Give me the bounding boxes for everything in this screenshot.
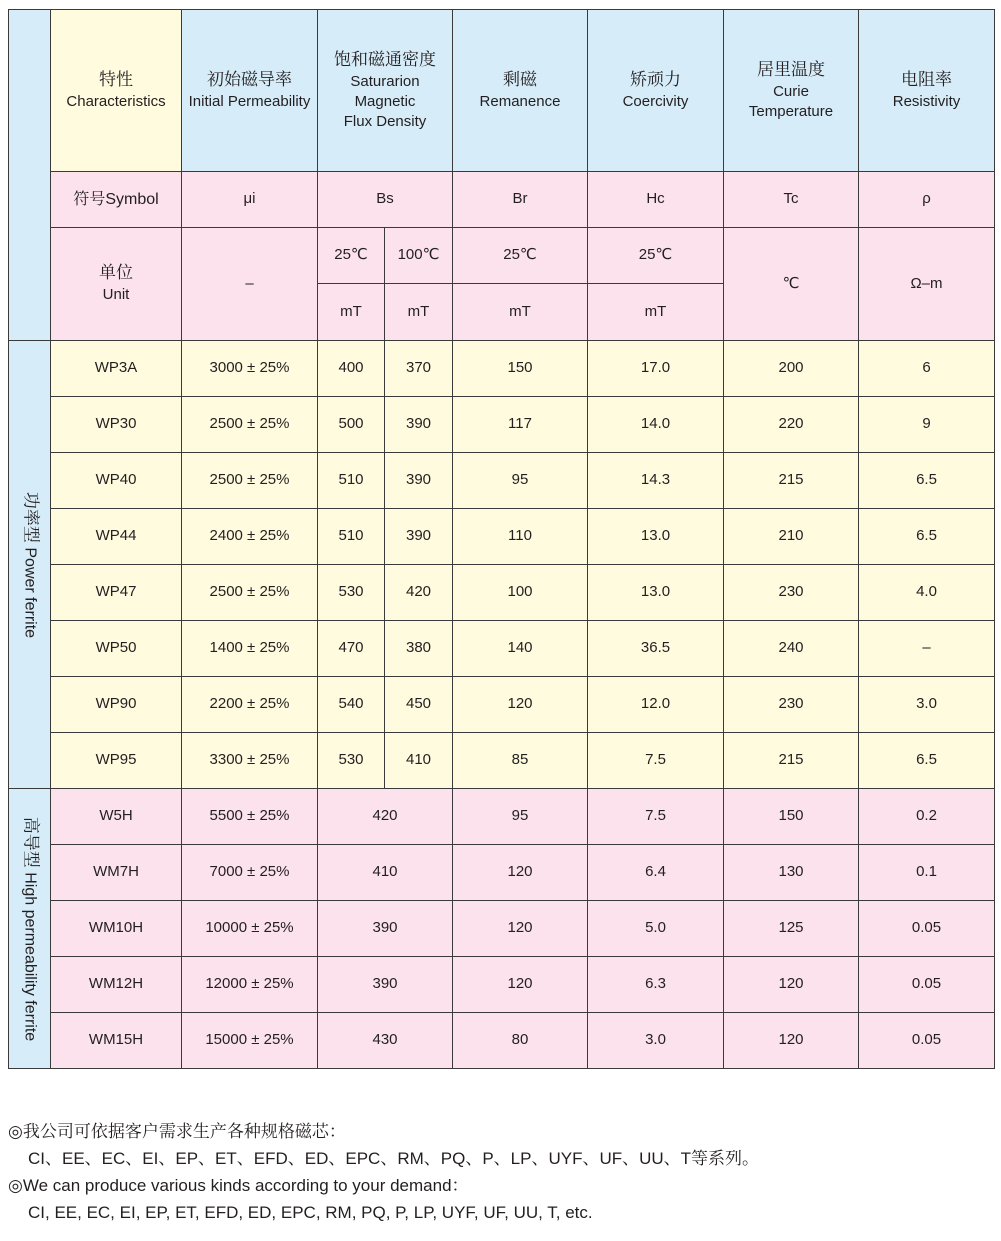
group-label-high-text (18, 816, 41, 1040)
header-coercivity-cn: 矫顽力 (630, 69, 681, 89)
curie-cell: 125 (724, 901, 859, 957)
remanence-cell: 120 (453, 901, 588, 957)
group-label-power-text (18, 491, 41, 637)
header-permeability-en: Initial Permeability (188, 92, 311, 110)
curie-cell: 120 (724, 1013, 859, 1069)
resistivity-cell: 0.1 (859, 845, 995, 901)
group-label-high (9, 789, 51, 1069)
high-perm-row (9, 1013, 995, 1069)
remanence-cell: 117 (453, 397, 588, 453)
bs-100-cell: 370 (385, 341, 453, 397)
symbol-tc: Tc (724, 172, 859, 228)
header-characteristics-en: Characteristics (66, 92, 166, 110)
bs-100-cell: 450 (385, 677, 453, 733)
curie-cell: 215 (724, 453, 859, 509)
grade-cell: WM12H (51, 957, 182, 1013)
coercivity-cell: 3.0 (588, 1013, 724, 1069)
bs-25-cell: 470 (318, 621, 385, 677)
coercivity-cell: 14.0 (588, 397, 724, 453)
unit-hc-temp: 25℃ (588, 228, 724, 284)
note-cn-line1: ◎我公司可依据客户需求生产各种规格磁芯： (8, 1122, 346, 1141)
curie-cell: 220 (724, 397, 859, 453)
coercivity-cell: 6.4 (588, 845, 724, 901)
curie-cell: 230 (724, 565, 859, 621)
symbol-rho: ρ (859, 172, 995, 228)
unit-br-temp: 25℃ (453, 228, 588, 284)
coercivity-cell: 36.5 (588, 621, 724, 677)
header-characteristics (51, 10, 182, 172)
grade-cell: WM7H (51, 845, 182, 901)
remanence-cell: 150 (453, 341, 588, 397)
resistivity-cell: 6 (859, 341, 995, 397)
unit-mu: – (182, 228, 318, 341)
grade-cell: W5H (51, 789, 182, 845)
notes (8, 1118, 759, 1226)
remanence-cell: 95 (453, 789, 588, 845)
grade-cell: WP90 (51, 677, 182, 733)
header-resistivity-cn: 电阻率 (901, 69, 952, 89)
header-row (9, 10, 995, 172)
permeability-cell: 15000 ± 25% (182, 1013, 318, 1069)
symbol-br: Br (453, 172, 588, 228)
permeability-cell: 7000 ± 25% (182, 845, 318, 901)
power-row (9, 677, 995, 733)
curie-cell: 130 (724, 845, 859, 901)
unit-rho: Ω–m (859, 228, 995, 341)
resistivity-cell: 0.05 (859, 957, 995, 1013)
bs-100-cell: 390 (385, 509, 453, 565)
permeability-cell: 2500 ± 25% (182, 397, 318, 453)
note-en-line2: CI, EE, EC, EI, EP, ET, EFD, ED, EPC, RM, PQ, P, LP, UYF, UF, UU, T, etc. (28, 1203, 593, 1222)
bs-25-cell: 510 (318, 509, 385, 565)
power-row (9, 733, 995, 789)
header-saturation-cn: 饱和磁通密度 (334, 49, 436, 69)
permeability-cell: 1400 ± 25% (182, 621, 318, 677)
ferrite-table-wrapper (8, 9, 995, 1069)
header-permeability (182, 10, 318, 172)
remanence-cell: 140 (453, 621, 588, 677)
high-perm-row (9, 789, 995, 845)
grade-cell: WP95 (51, 733, 182, 789)
bs-cell: 430 (318, 1013, 453, 1069)
bs-25-cell: 400 (318, 341, 385, 397)
bs-25-cell: 530 (318, 733, 385, 789)
header-characteristics-cn: 特性 (99, 69, 133, 89)
power-row (9, 397, 995, 453)
coercivity-cell: 17.0 (588, 341, 724, 397)
symbol-mu: μi (182, 172, 318, 228)
remanence-cell: 85 (453, 733, 588, 789)
high-perm-row (9, 845, 995, 901)
grade-cell: WP44 (51, 509, 182, 565)
curie-cell: 150 (724, 789, 859, 845)
power-row (9, 453, 995, 509)
permeability-cell: 5500 ± 25% (182, 789, 318, 845)
coercivity-cell: 7.5 (588, 733, 724, 789)
power-row (9, 565, 995, 621)
permeability-cell: 2500 ± 25% (182, 453, 318, 509)
header-coercivity (588, 10, 724, 172)
header-curie-cn: 居里温度 (757, 59, 825, 79)
header-curie (724, 10, 859, 172)
high-perm-row (9, 957, 995, 1013)
bs-25-cell: 500 (318, 397, 385, 453)
unit-label-cn: 单位 (99, 263, 133, 283)
bs-100-cell: 390 (385, 397, 453, 453)
symbol-row (9, 172, 995, 228)
grade-cell: WM15H (51, 1013, 182, 1069)
header-saturation-en-2: Magnetic (354, 92, 416, 110)
curie-cell: 210 (724, 509, 859, 565)
unit-bs-mt-25: mT (318, 284, 385, 341)
group-label-power-en: Power ferrite (20, 546, 38, 638)
header-saturation-en-1: Saturarion (350, 72, 420, 90)
resistivity-cell: 6.5 (859, 509, 995, 565)
resistivity-cell: 9 (859, 397, 995, 453)
curie-cell: 120 (724, 957, 859, 1013)
unit-tc: ℃ (724, 228, 859, 341)
note-cn-line2: CI、EE、EC、EI、EP、ET、EFD、ED、EPC、RM、PQ、P、LP、UYF、UF、UU、T等系列。 (28, 1149, 760, 1168)
resistivity-cell: 6.5 (859, 733, 995, 789)
high-perm-row (9, 901, 995, 957)
header-resistivity (859, 10, 995, 172)
grade-cell: WP3A (51, 341, 182, 397)
header-remanence-en: Remanence (479, 92, 561, 110)
symbol-hc: Hc (588, 172, 724, 228)
bs-100-cell: 420 (385, 565, 453, 621)
resistivity-cell: 4.0 (859, 565, 995, 621)
power-row (9, 341, 995, 397)
unit-hc-mt: mT (588, 284, 724, 341)
grade-cell: WP30 (51, 397, 182, 453)
grade-cell: WP40 (51, 453, 182, 509)
remanence-cell: 120 (453, 677, 588, 733)
curie-cell: 240 (724, 621, 859, 677)
power-row (9, 621, 995, 677)
header-permeability-cn: 初始磁导率 (207, 69, 292, 89)
group-label-high-en: High permeability ferrite (20, 871, 38, 1041)
bs-25-cell: 530 (318, 565, 385, 621)
ferrite-properties-table (8, 9, 995, 1069)
unit-br-mt: mT (453, 284, 588, 341)
header-resistivity-en: Resistivity (892, 92, 961, 110)
grade-cell: WP50 (51, 621, 182, 677)
unit-bs-mt-100: mT (385, 284, 453, 341)
coercivity-cell: 14.3 (588, 453, 724, 509)
coercivity-cell: 5.0 (588, 901, 724, 957)
header-remanence (453, 10, 588, 172)
permeability-cell: 2500 ± 25% (182, 565, 318, 621)
resistivity-cell: 0.05 (859, 1013, 995, 1069)
note-en-line1: ◎We can produce various kinds according to your demand： (8, 1176, 469, 1195)
bs-100-cell: 410 (385, 733, 453, 789)
unit-bs-temp-25: 25℃ (318, 228, 385, 284)
remanence-cell: 120 (453, 957, 588, 1013)
coercivity-cell: 13.0 (588, 565, 724, 621)
permeability-cell: 3000 ± 25% (182, 341, 318, 397)
permeability-cell: 2200 ± 25% (182, 677, 318, 733)
bs-cell: 390 (318, 957, 453, 1013)
curie-cell: 215 (724, 733, 859, 789)
bs-cell: 390 (318, 901, 453, 957)
power-row (9, 509, 995, 565)
bs-cell: 420 (318, 789, 453, 845)
bs-cell: 410 (318, 845, 453, 901)
curie-cell: 230 (724, 677, 859, 733)
unit-label-en: Unit (102, 286, 130, 304)
corner-cell (9, 10, 51, 341)
symbol-bs: Bs (318, 172, 453, 228)
group-label-power-cn: 功率型 (20, 491, 40, 543)
unit-row-temp (9, 228, 995, 284)
remanence-cell: 95 (453, 453, 588, 509)
resistivity-cell: 0.2 (859, 789, 995, 845)
header-remanence-cn: 剩磁 (503, 69, 537, 89)
header-coercivity-en: Coercivity (622, 92, 689, 110)
symbol-label: 符号Symbol (51, 172, 182, 228)
coercivity-cell: 12.0 (588, 677, 724, 733)
remanence-cell: 110 (453, 509, 588, 565)
bs-100-cell: 380 (385, 621, 453, 677)
header-saturation (318, 10, 453, 172)
unit-bs-temp-100: 100℃ (385, 228, 453, 284)
resistivity-cell: 3.0 (859, 677, 995, 733)
curie-cell: 200 (724, 341, 859, 397)
remanence-cell: 100 (453, 565, 588, 621)
header-curie-en-2: Temperature (748, 102, 834, 120)
permeability-cell: 2400 ± 25% (182, 509, 318, 565)
remanence-cell: 120 (453, 845, 588, 901)
bs-25-cell: 510 (318, 453, 385, 509)
resistivity-cell: – (859, 621, 995, 677)
header-saturation-en-3: Flux Density (343, 113, 427, 131)
grade-cell: WM10H (51, 901, 182, 957)
bs-100-cell: 390 (385, 453, 453, 509)
permeability-cell: 12000 ± 25% (182, 957, 318, 1013)
bs-25-cell: 540 (318, 677, 385, 733)
remanence-cell: 80 (453, 1013, 588, 1069)
coercivity-cell: 7.5 (588, 789, 724, 845)
group-label-high-cn: 高导型 (20, 816, 40, 868)
header-curie-en-1: Curie (773, 82, 809, 100)
resistivity-cell: 6.5 (859, 453, 995, 509)
coercivity-cell: 13.0 (588, 509, 724, 565)
coercivity-cell: 6.3 (588, 957, 724, 1013)
unit-label (51, 228, 182, 341)
permeability-cell: 3300 ± 25% (182, 733, 318, 789)
permeability-cell: 10000 ± 25% (182, 901, 318, 957)
grade-cell: WP47 (51, 565, 182, 621)
resistivity-cell: 0.05 (859, 901, 995, 957)
group-label-power (9, 341, 51, 789)
